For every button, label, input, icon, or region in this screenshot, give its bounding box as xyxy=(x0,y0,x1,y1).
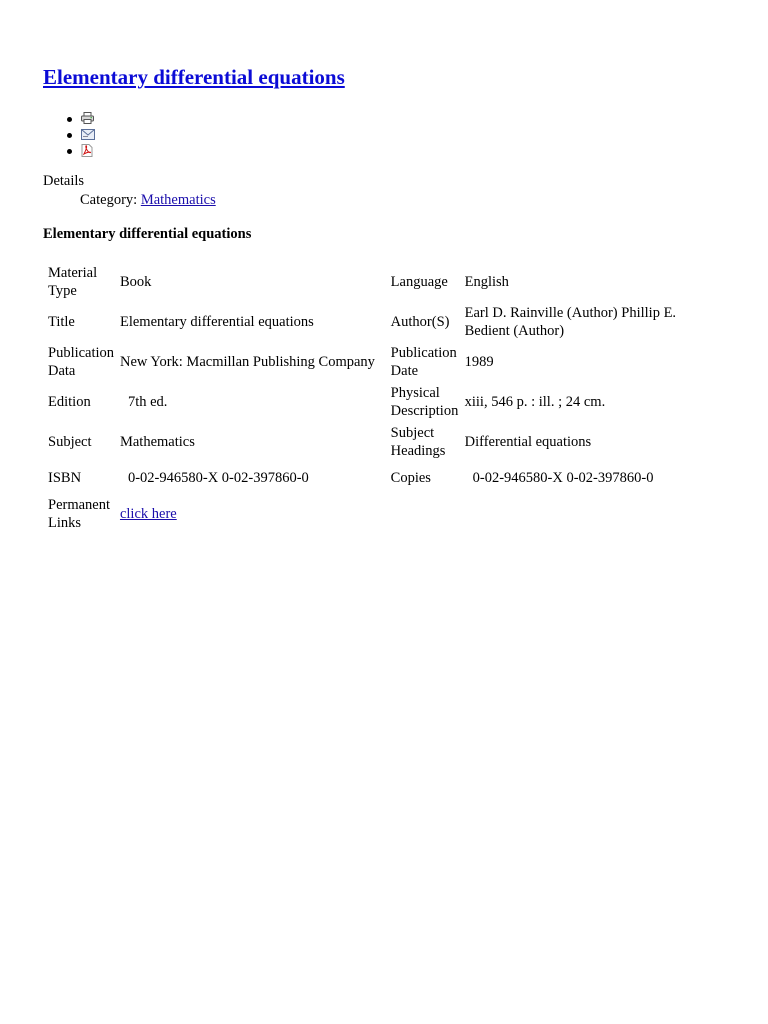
title-label: Title xyxy=(48,313,75,330)
language-label: Language xyxy=(390,273,448,290)
permanent-link[interactable]: click here xyxy=(119,505,177,522)
edition-label: Edition xyxy=(48,393,91,410)
pdf-icon[interactable] xyxy=(81,144,93,156)
subject-headings-value: Differential equations xyxy=(464,433,592,450)
material-type-value: Book xyxy=(119,273,152,290)
physical-description-label: Physical Description xyxy=(390,384,459,419)
material-type-label: Material Type xyxy=(48,264,98,299)
pdf-list-item xyxy=(43,142,93,158)
article-tools-list xyxy=(43,110,93,158)
table-row xyxy=(45,462,705,494)
copies-value: 0-02-946580-X 0-02-397860-0 xyxy=(472,469,654,486)
empty-cell xyxy=(462,494,705,534)
language-value: English xyxy=(464,273,509,290)
record-subtitle: Elementary differential equations xyxy=(43,226,252,242)
authors-label: Author(S) xyxy=(390,313,450,330)
table-row xyxy=(45,342,705,382)
print-list-item xyxy=(43,110,93,126)
category-line xyxy=(80,191,216,209)
subject-headings-label: Subject Headings xyxy=(390,424,446,459)
empty-cell xyxy=(388,494,462,534)
table-row xyxy=(45,422,705,462)
page-title xyxy=(43,63,345,91)
table-row xyxy=(45,382,705,422)
subject-label: Subject xyxy=(48,433,92,450)
category-link[interactable]: Mathematics xyxy=(140,192,216,208)
permanent-links-label: Permanent Links xyxy=(48,496,111,531)
publication-data-value: New York: Macmillan Publishing Company xyxy=(119,353,375,370)
title-value: Elementary differential equations xyxy=(119,313,314,330)
email-icon[interactable] xyxy=(81,128,93,140)
copies-label: Copies xyxy=(390,469,431,486)
authors-value: Earl D. Rainville (Author) Phillip E. Bedient (Author) xyxy=(464,304,677,339)
details-label: Details xyxy=(43,173,85,189)
table-row xyxy=(45,262,705,302)
email-list-item xyxy=(43,126,93,142)
page-title-link[interactable]: Elementary differential equations xyxy=(43,65,345,89)
subject-value: Mathematics xyxy=(119,433,195,450)
isbn-label: ISBN xyxy=(48,469,82,486)
isbn-value: 0-02-946580-X 0-02-397860-0 xyxy=(127,469,309,486)
permanent-links-cell xyxy=(117,494,388,534)
table-row xyxy=(45,494,705,534)
record-table xyxy=(45,262,705,534)
print-icon[interactable] xyxy=(81,112,93,124)
category-label: Category: xyxy=(80,192,141,208)
physical-description-value: xiii, 546 p. : ill. ; 24 cm. xyxy=(464,393,606,410)
table-row xyxy=(45,302,705,342)
edition-value: 7th ed. xyxy=(127,393,168,410)
publication-data-label: Publication Data xyxy=(48,344,115,379)
publication-date-value: 1989 xyxy=(464,353,494,370)
publication-date-label: Publication Date xyxy=(390,344,457,379)
